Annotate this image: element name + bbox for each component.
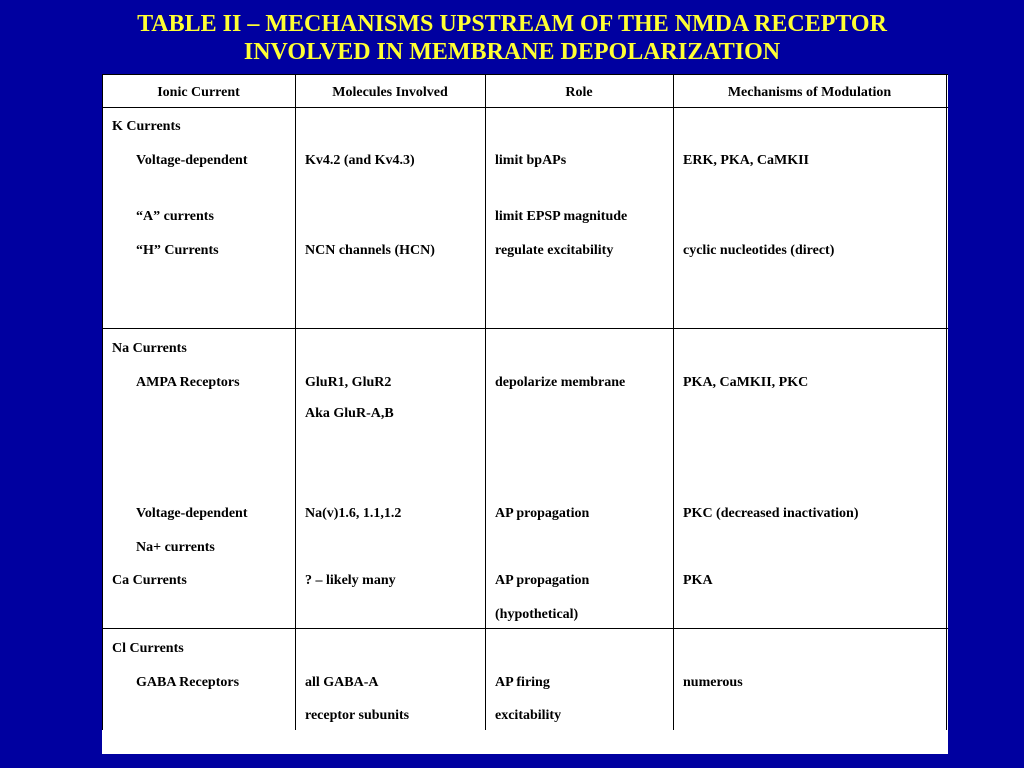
column-divider-1 — [295, 74, 296, 730]
header-bottom-rule — [102, 107, 948, 108]
slide-title — [0, 10, 1024, 66]
table-right-rule — [946, 74, 947, 730]
table-grid — [102, 74, 948, 730]
table-top-rule — [102, 74, 948, 75]
table-cell-current: “A” currents — [136, 209, 214, 224]
table-cell-modulation: ERK, PKA, CaMKII — [683, 153, 809, 168]
table-cell-current: Voltage-dependent — [136, 153, 248, 168]
header-molecules-involved: Molecules Involved — [332, 85, 448, 100]
table-cell-molecules: Kv4.2 (and Kv4.3) — [305, 153, 415, 168]
table-cell-molecules: Na(v)1.6, 1.1,1.2 — [305, 506, 402, 521]
mechanisms-table — [102, 74, 948, 754]
column-divider-3 — [673, 74, 674, 730]
table-cell-molecules: GluR1, GluR2 — [305, 375, 392, 390]
na-currents-heading: Na Currents — [112, 341, 187, 356]
table-cell-current-cont: Na+ currents — [136, 540, 215, 555]
table-cell-role: AP propagation — [495, 573, 590, 588]
table-cell-role-cont: excitability — [495, 708, 562, 723]
table-cell-molecules: NCN channels (HCN) — [305, 243, 435, 258]
table-cell-role: AP propagation — [495, 506, 590, 521]
table-left-rule — [102, 74, 103, 730]
table-cell-role: AP firing — [495, 675, 550, 690]
k-currents-heading: K Currents — [112, 119, 181, 134]
header-mechanisms-of-modulation: Mechanisms of Modulation — [727, 85, 892, 100]
table-cell-molecules: all GABA-A — [305, 675, 379, 690]
table-cell-role: depolarize membrane — [495, 375, 626, 390]
table-cell-modulation: PKC (decreased inactivation) — [683, 506, 859, 521]
header-ionic-current: Ionic Current — [157, 85, 240, 100]
table-cell-current: GABA Receptors — [136, 675, 240, 690]
table-cell-modulation: PKA, CaMKII, PKC — [683, 375, 809, 390]
table-cell-role: limit EPSP magnitude — [495, 209, 628, 224]
table-cell-molecules: ? – likely many — [305, 573, 396, 588]
table-cell-modulation: PKA — [683, 573, 713, 588]
table-cell-role-cont: (hypothetical) — [495, 607, 579, 622]
table-cell-current: Voltage-dependent — [136, 506, 248, 521]
table-cell-current: AMPA Receptors — [136, 375, 240, 390]
slide-title-line-1: TABLE II – MECHANISMS UPSTREAM OF THE NMDA RECEPTOR — [137, 11, 887, 37]
cl-currents-heading: Cl Currents — [112, 641, 184, 656]
table-cell-role: regulate excitability — [495, 243, 614, 258]
na-section-bottom-rule — [102, 628, 948, 629]
header-role: Role — [565, 85, 593, 100]
slide-title-line-2: INVOLVED IN MEMBRANE DEPOLARIZATION — [243, 39, 781, 65]
table-cell-current: “H” Currents — [136, 243, 219, 258]
table-cell-molecules-cont: Aka GluR-A,B — [305, 406, 394, 421]
table-cell-modulation: cyclic nucleotides (direct) — [683, 243, 835, 258]
table-cell-molecules-cont: receptor subunits — [305, 708, 410, 723]
column-divider-2 — [485, 74, 486, 730]
table-cell-current: Ca Currents — [112, 573, 187, 588]
table-cell-modulation: numerous — [683, 675, 743, 690]
k-section-bottom-rule — [102, 328, 948, 329]
table-cell-role: limit bpAPs — [495, 153, 567, 168]
